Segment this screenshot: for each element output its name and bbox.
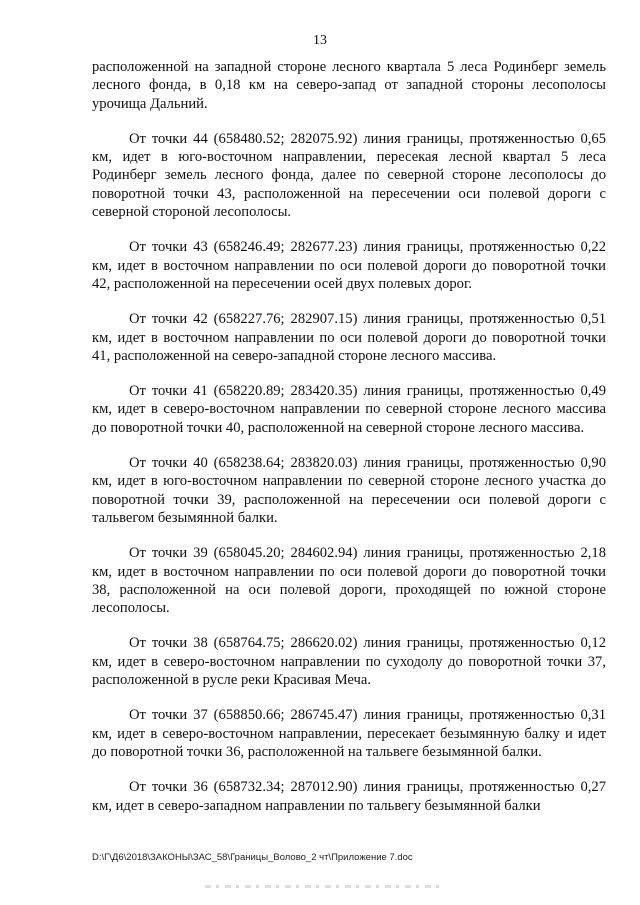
paragraph-point-37: От точки 37 (658850.66; 286745.47) линия границы, протяженностью 0,31 км, идет в северо-восточном направлении, пересекает безымянную балку и идет до поворотной точки 36, расположенной на тальвеге безымянной балки. <box>92 707 606 760</box>
paragraph-point-41: От точки 41 (658220.89; 283420.35) линия границы, протяженностью 0,49 км, идет в северо-восточном направлении по северной стороне лесного массива до поворотной точки 40, расположенной на северной стороне лесного массива. <box>92 383 606 436</box>
paragraph-continuation: расположенной на западной стороне лесного квартала 5 леса Родинберг земель лесного фонда, в 0,18 км на северо-запад от западной стороны лесополосы урочища Дальний. <box>92 59 606 112</box>
paragraph-point-42: От точки 42 (658227.76; 282907.15) линия границы, протяженностью 0,51 км, идет в восточном направлении по оси полевой дороги до поворотной точки 41, расположенной на северо-западной стороне лесного массива. <box>92 311 606 364</box>
document-body <box>92 58 606 832</box>
paragraph-point-39: От точки 39 (658045.20; 284602.94) линия границы, протяженностью 2,18 км, идет в восточном направлении по оси полевой дороги до поворотной точки 38, расположенной на оси полевой дороги, проходящей по южной стороне лесополосы. <box>92 545 606 617</box>
footer-file-path: D:\Г\Д6\2018\ЗАКОНЫ\ЗАС_58\Границы_Волово_2 чт\Приложение 7.doc <box>92 852 413 863</box>
paragraph-point-36: От точки 36 (658732.34; 287012.90) линия границы, протяженностью 0,27 км, идет в северо-западном направлении по тальвегу безымянной балки <box>92 779 606 814</box>
page-number: 13 <box>313 33 327 48</box>
paragraph-point-40: От точки 40 (658238.64; 283820.03) линия границы, протяженностью 0,90 км, идет в юго-восточном направлении по северной стороне лесного участка до поворотной точки 39, расположенной на пересечении оси полевой дороги с тальвегом безымянной балки. <box>92 455 606 526</box>
paragraph-point-43: От точки 43 (658246.49; 282677.23) линия границы, протяженностью 0,22 км, идет в восточном направлении по оси полевой дороги до поворотной точки 42, расположенной на пересечении осей двух полевых дорог. <box>92 239 606 292</box>
paragraph-point-44: От точки 44 (658480.52; 282075.92) линия границы, протяженностью 0,65 км, идет в юго-восточном направлении, пересекая лесной квартал 5 леса Родинберг земель лесного фонда, далее по северной стороне лесополосы до поворотной точки 43, расположенной на пересечении оси полевой дороги с северной стороной лесополосы. <box>92 130 606 221</box>
scan-artifact-line <box>205 885 440 888</box>
paragraph-point-38: От точки 38 (658764.75; 286620.02) линия границы, протяженностью 0,12 км, идет в северо-восточном направлении по суходолу до поворотной точки 37, расположенной в русле реки Красивая Меча. <box>92 635 606 689</box>
